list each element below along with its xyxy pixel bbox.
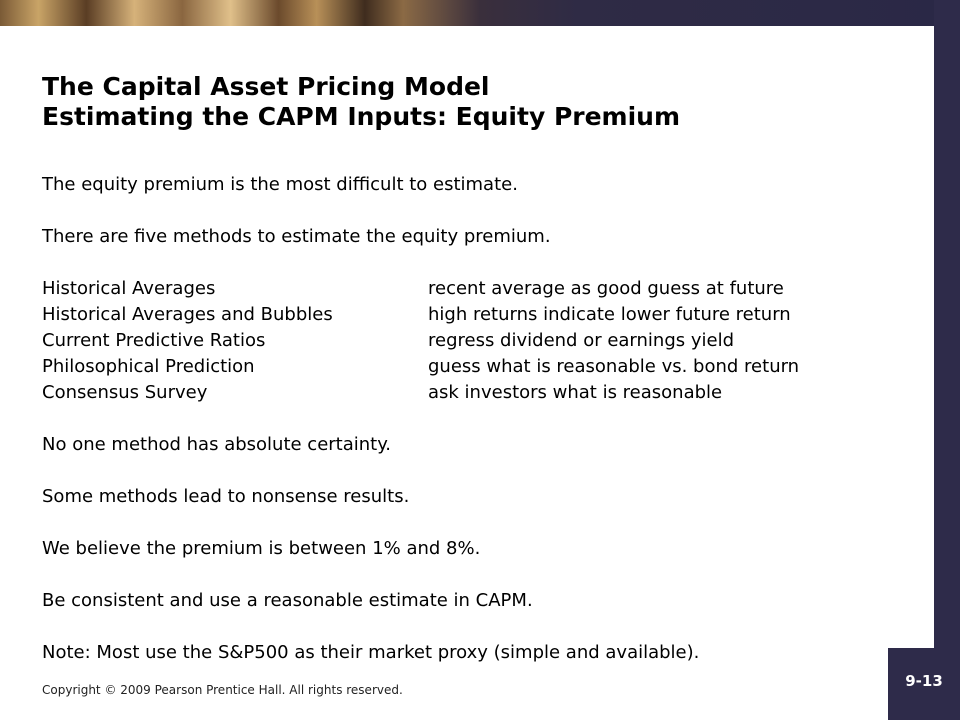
- methods-list: [42, 276, 912, 406]
- method-description: guess what is reasonable vs. bond return: [428, 356, 800, 377]
- intro-text: The equity premium is the most difficult to estimate.: [42, 174, 518, 195]
- method-row: [42, 380, 912, 406]
- method-row: [42, 328, 912, 354]
- point-text: Be consistent and use a reasonable estimate in CAPM.: [42, 590, 533, 611]
- method-row: [42, 354, 912, 380]
- title-line-1: The Capital Asset Pricing Model: [42, 72, 490, 101]
- methods-intro-text: There are five methods to estimate the equity premium.: [42, 226, 551, 247]
- point-text: We believe the premium is between 1% and 8%.: [42, 538, 481, 559]
- slide-body: [42, 172, 912, 666]
- method-name: Philosophical Prediction: [42, 356, 255, 377]
- method-row: [42, 276, 912, 302]
- method-name: Consensus Survey: [42, 382, 208, 403]
- method-name: Historical Averages and Bubbles: [42, 304, 333, 325]
- method-description: ask investors what is reasonable: [428, 382, 723, 403]
- top-decorative-banner: [0, 0, 960, 26]
- copyright-notice: Copyright © 2009 Pearson Prentice Hall. All rights reserved.: [42, 683, 403, 697]
- point-text: Some methods lead to nonsense results.: [42, 486, 410, 507]
- method-name: Historical Averages: [42, 278, 216, 299]
- right-sidebar-bar: [934, 0, 960, 720]
- point-text: Note: Most use the S&P500 as their market proxy (simple and available).: [42, 642, 700, 663]
- method-name: Current Predictive Ratios: [42, 330, 266, 351]
- method-description: high returns indicate lower future return: [428, 304, 791, 325]
- method-row: [42, 302, 912, 328]
- slide-title: [42, 72, 902, 132]
- method-description: recent average as good guess at future: [428, 278, 784, 299]
- title-line-2: Estimating the CAPM Inputs: Equity Premium: [42, 102, 681, 131]
- page-number: 9-13: [905, 672, 943, 690]
- method-description: regress dividend or earnings yield: [428, 330, 735, 351]
- point-text: No one method has absolute certainty.: [42, 434, 392, 455]
